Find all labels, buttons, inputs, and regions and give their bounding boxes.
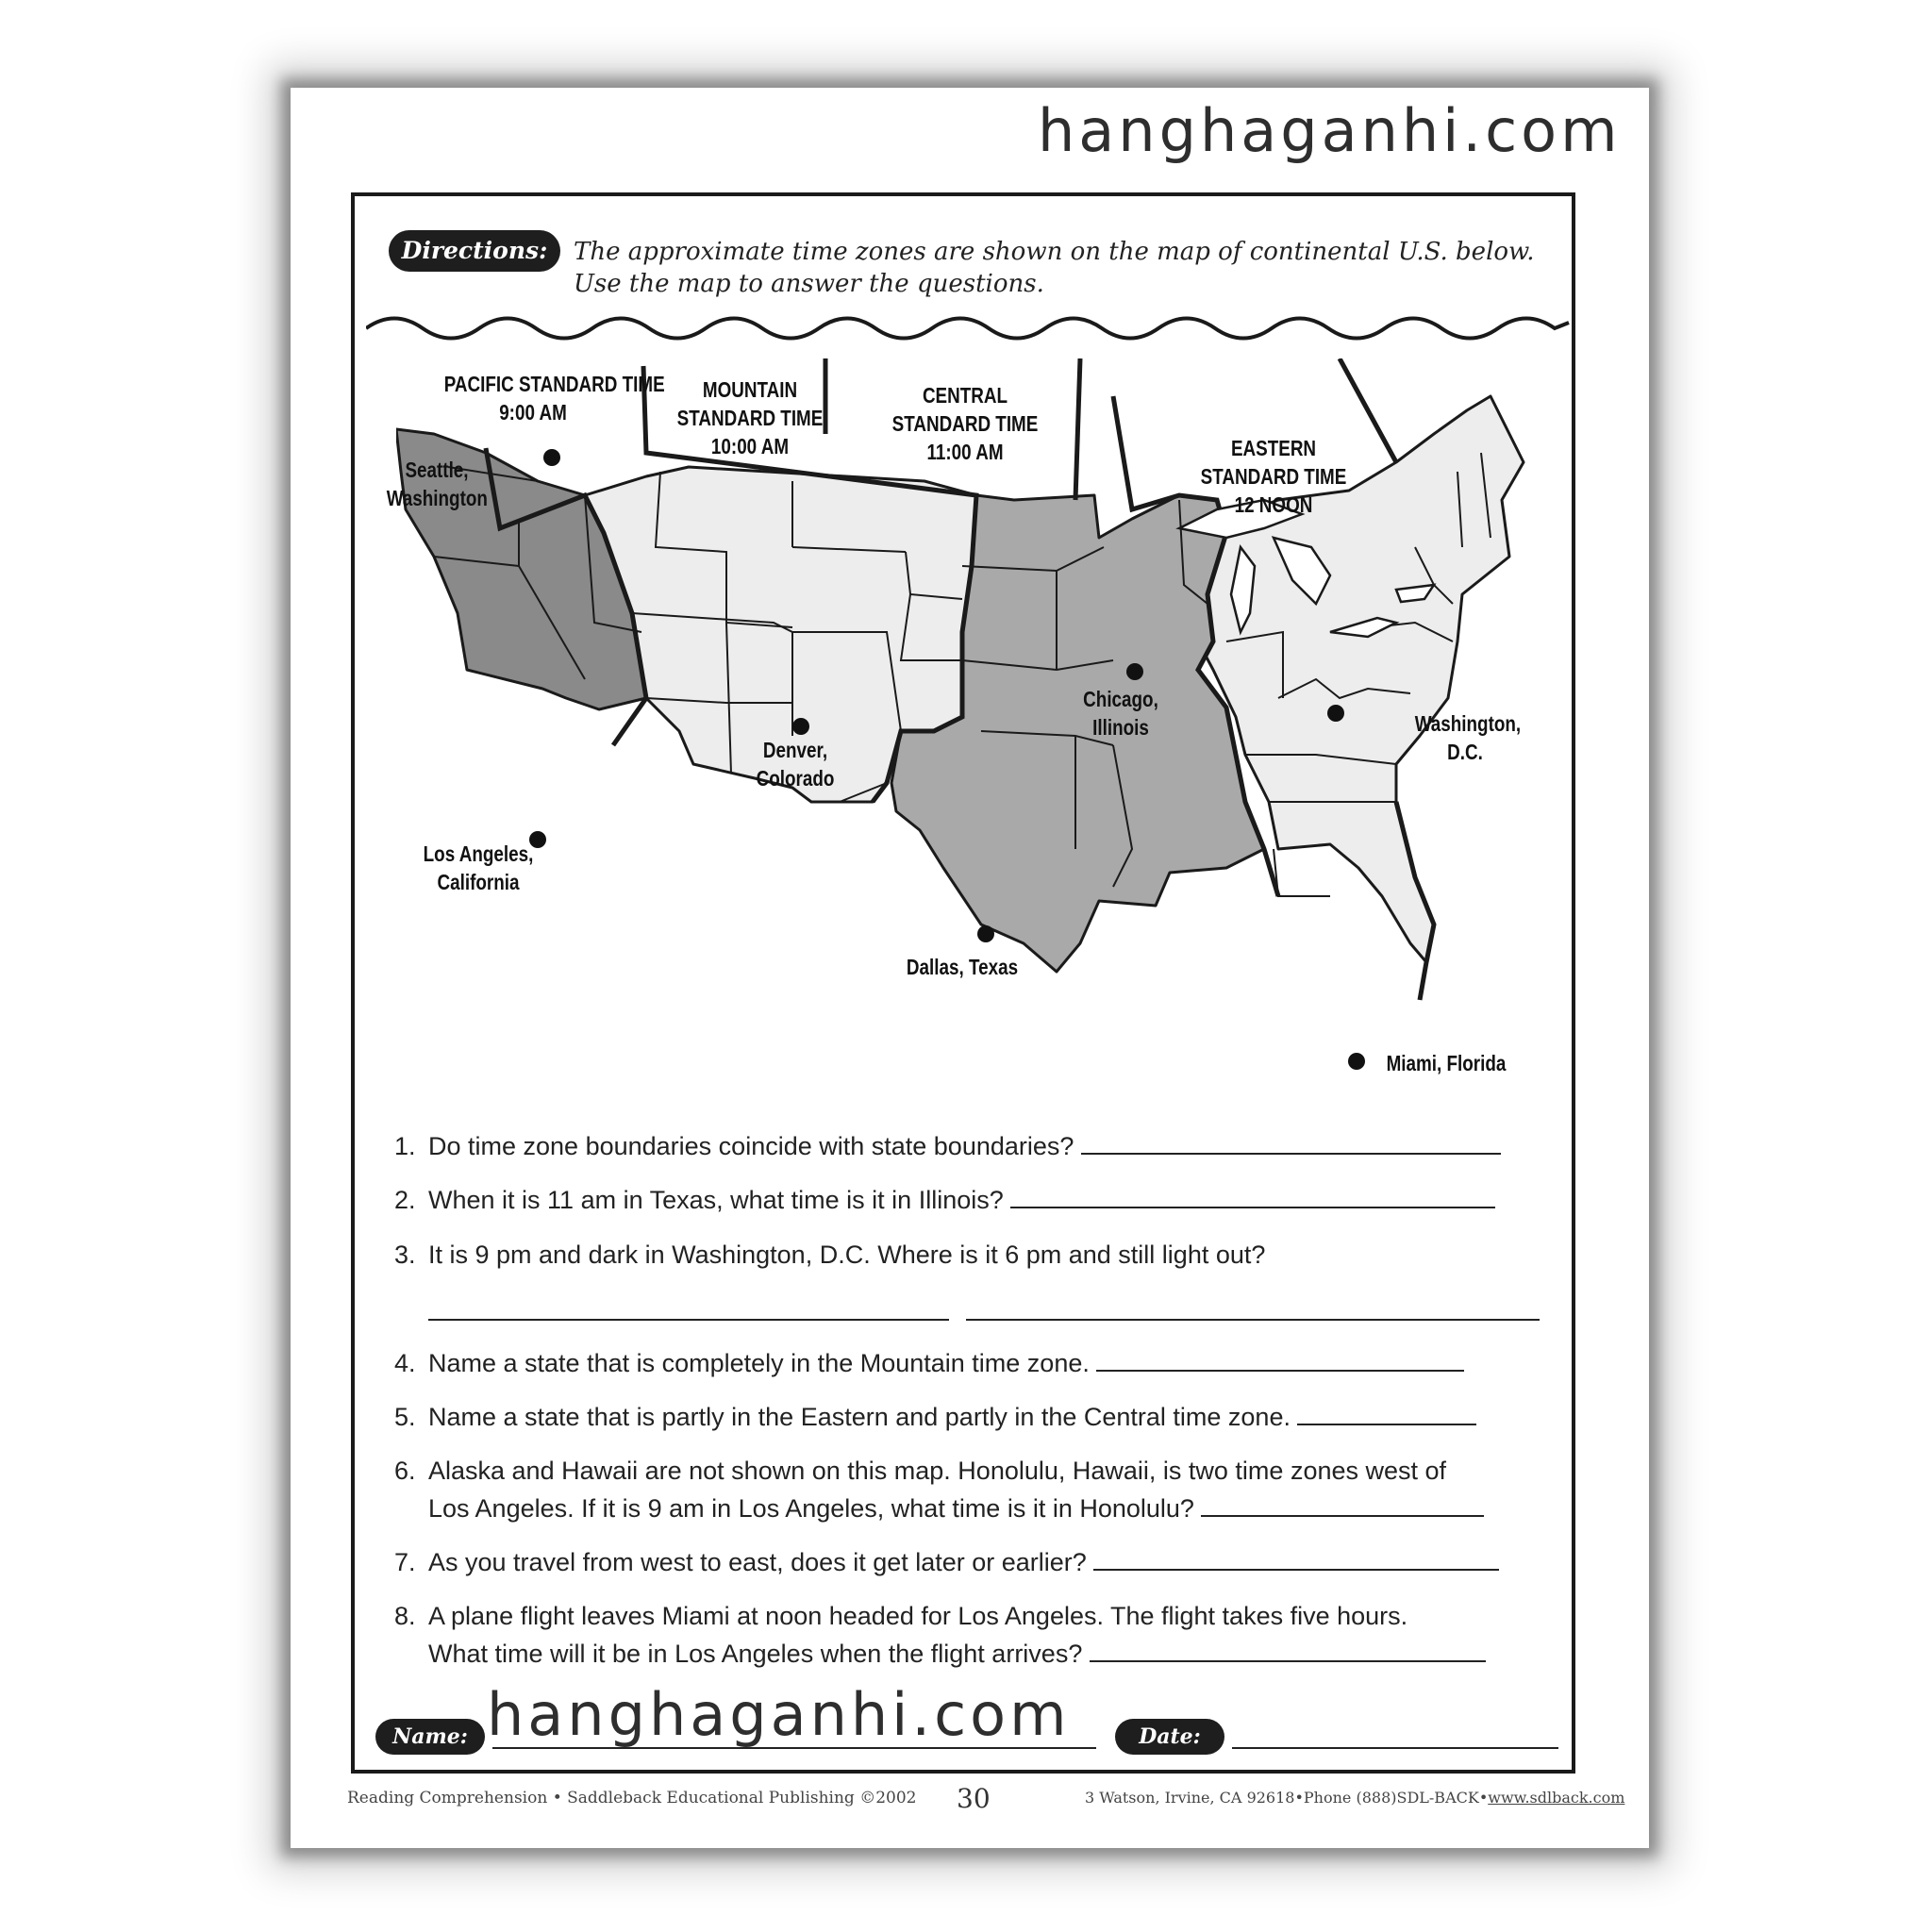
seattle-dot xyxy=(543,449,560,466)
city-label-miami: Miami, Florida xyxy=(1386,1051,1507,1075)
footer-publisher: Reading Comprehension • Saddleback Educational Publishing ©2002 xyxy=(347,1789,917,1807)
directions-badge: Directions: xyxy=(389,230,560,272)
watermark-top: hanghaganhi.com xyxy=(1038,96,1622,165)
zone-label-eastern: EASTERN STANDARD TIME 12 NOON xyxy=(1200,436,1347,517)
city-label-denver: Denver, Colorado xyxy=(756,738,835,791)
answer-blank-7[interactable] xyxy=(1093,1544,1499,1571)
answer-blank-3a[interactable] xyxy=(428,1319,949,1321)
date-badge: Date: xyxy=(1115,1719,1224,1755)
zone-label-pacific: PACIFIC STANDARD TIME 9:00 AM xyxy=(443,372,665,425)
watermark-bottom: hanghaganhi.com xyxy=(487,1680,1071,1749)
miami-dot xyxy=(1348,1053,1365,1070)
directions-line-1: The approximate time zones are shown on the map of continental U.S. below. xyxy=(574,238,1535,266)
answer-blank-3b[interactable] xyxy=(966,1319,1540,1321)
answer-blank-4[interactable] xyxy=(1096,1345,1464,1372)
name-badge: Name: xyxy=(375,1719,485,1755)
date-field[interactable] xyxy=(1232,1747,1558,1749)
denver-dot xyxy=(792,718,809,735)
zone-label-central: CENTRAL STANDARD TIME 11:00 AM xyxy=(891,383,1039,464)
answer-blank-5[interactable] xyxy=(1297,1399,1476,1425)
us-time-zone-map xyxy=(396,358,1547,1132)
city-label-washington-dc: Washington, D.C. xyxy=(1414,711,1522,764)
chicago-dot xyxy=(1126,663,1143,680)
dallas-dot xyxy=(977,925,994,942)
city-label-chicago: Chicago, Illinois xyxy=(1083,687,1158,740)
page-number: 30 xyxy=(957,1783,991,1814)
answer-blank-1[interactable] xyxy=(1081,1128,1501,1155)
city-label-los-angeles: Los Angeles, California xyxy=(423,841,534,894)
directions-text xyxy=(574,236,1536,300)
answer-blank-6[interactable] xyxy=(1201,1491,1484,1517)
city-label-dallas: Dallas, Texas xyxy=(906,955,1019,979)
washington-dc-dot xyxy=(1327,705,1344,722)
wavy-divider xyxy=(366,308,1574,345)
answer-blank-8[interactable] xyxy=(1090,1636,1486,1662)
directions-line-2: Use the map to answer the questions. xyxy=(574,270,1044,298)
city-label-seattle: Seattle, Washington xyxy=(386,458,488,510)
answer-blank-2[interactable] xyxy=(1010,1182,1495,1208)
footer-contact: 3 Watson, Irvine, CA 92618•Phone (888)SDL-BACK•www.sdlback.com xyxy=(1085,1789,1625,1807)
footer-website-link[interactable]: www.sdlback.com xyxy=(1488,1789,1625,1807)
zone-label-mountain: MOUNTAIN STANDARD TIME 10:00 AM xyxy=(676,377,824,458)
